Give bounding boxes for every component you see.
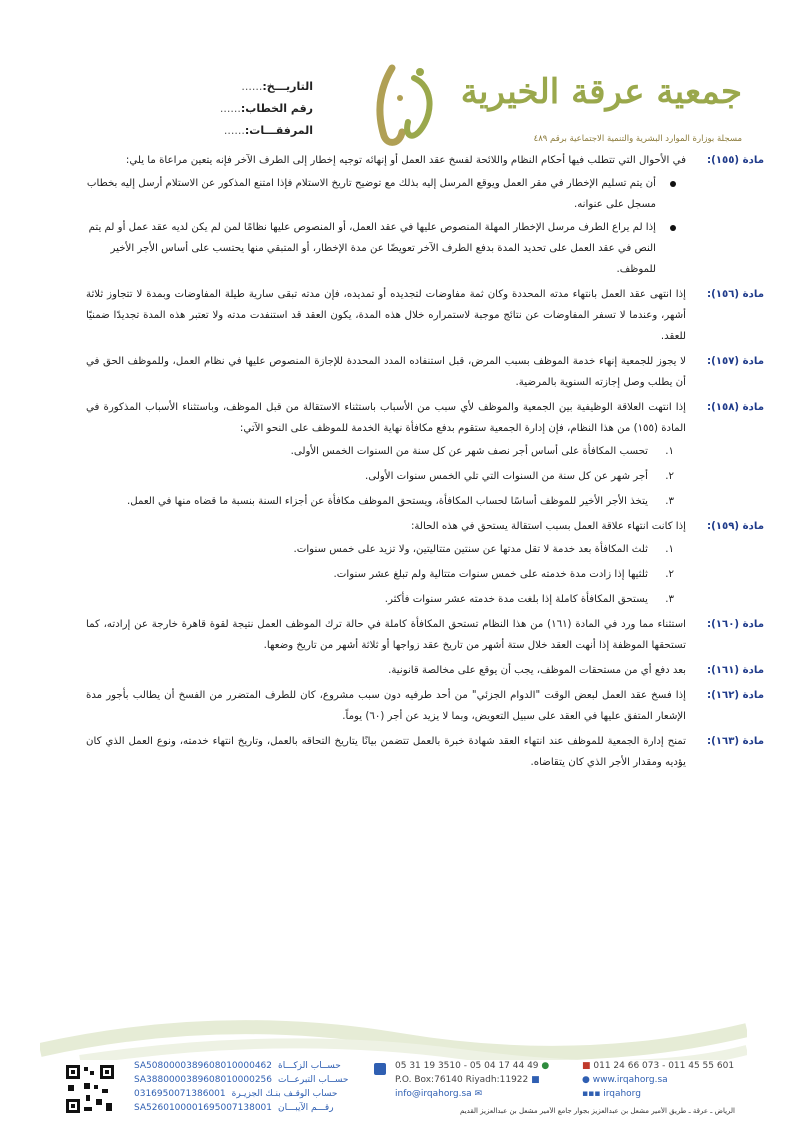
item-number: ٣.: [665, 594, 674, 605]
letter-meta: [203, 76, 313, 142]
reference-field: رقم الخطاب:......: [219, 102, 313, 115]
list-item: أن يتم تسليم الإخطار في مقر العمل ويوقع المرسل إليه بذلك مع توضيح تاريخ الاستلام فإذا امتنع المذكور عن الاستلام أرسل إليه بخطاب مسجل على عنوانه.: [86, 173, 656, 215]
bank-row: [134, 1059, 348, 1073]
article: [86, 516, 764, 610]
bank-account-number: SA5260100001695007138001: [134, 1103, 273, 1113]
article: [86, 731, 764, 773]
list-item: إذا لم يراع الطرف مرسل الإخطار المهلة المنصوص عليها في عقد العمل، أو المنصوص عليها نظامًا لمن لم يكن لديه عقد عمل أو لم يتم النص في عقد العمل على تحديد المدة بدفع الطرف الآخر تعويضًا عن مدة الإخطار، أو المتبقي منها يحتسب على أساس الأجر الأخير للموظف.: [86, 217, 656, 280]
bank-account-name: حساب الوقـف بنـك الجزيـرة: [231, 1089, 338, 1099]
bank-account-number: 0316950071386001: [134, 1089, 226, 1099]
waqf-logo-icon: [374, 1063, 386, 1075]
article: [86, 685, 764, 727]
social-handle[interactable]: irqahorg: [603, 1089, 641, 1099]
list-item: [86, 539, 674, 560]
article-text: إذا انتهى عقد العمل بانتهاء مدته المحددة وكان ثمة مفاوضات لتجديده أو تمديده، فإن مدته تبقى سارية طيلة المفاوضات وبمدة لا تتجاوز ثلاثة أشهر، وعندما لا تسفر المفاوضات عن نتائج موجبة لاستمراره خلال هذه المدة، يكون العقد قد استنفدت مدته ولا تعتبر هذه المدة تجديدًا ضمنيًا للعقد.: [86, 289, 686, 342]
article-text: في الأحوال التي تتطلب فيها أحكام النظام واللائحة لفسخ عقد العمل أو إنهائه توجيه إخطار إلى الطرف الآخر فإنه يتعين مراعاة ما يلي:: [125, 155, 686, 166]
article-label: مادة (١٥٩):: [707, 521, 764, 532]
contact-info: [395, 1059, 549, 1101]
bank-accounts: [134, 1059, 348, 1115]
organization-registration: مسجلة بوزارة الموارد البشرية والتنمية الاجتماعية برقم ٤٨٩: [533, 134, 742, 144]
phone-icon: ■: [582, 1061, 591, 1071]
item-number: ٢.: [665, 471, 674, 482]
social-icons: ▪▪▪: [582, 1089, 601, 1099]
article-label: مادة (١٥٧):: [707, 356, 764, 367]
article-text: إذا كانت انتهاء علاقة العمل بسبب استقالة يستحق في هذه الحالة:: [410, 521, 686, 532]
po-box: P.O. Box:76140 Riyadh:11922: [395, 1075, 529, 1085]
regulation-articles: [86, 150, 764, 777]
item-text: أجر شهر عن كل سنة من السنوات التي تلي الخمس سنوات الأولى.: [365, 471, 648, 482]
bank-account-name: حســاب الزكـــاة: [278, 1061, 341, 1071]
article-label: مادة (١٦١):: [707, 665, 764, 676]
qr-code-icon: [64, 1063, 116, 1115]
item-text: تحسب المكافأة على أساس أجر نصف شهر عن كل سنة من السنوات الخمس الأولى.: [290, 446, 648, 457]
date-field: التاريـــخ:......: [241, 80, 313, 93]
website-link[interactable]: www.irqahorg.sa: [592, 1075, 668, 1085]
item-text: يستحق المكافأة كاملة إذا بلغت مدة خدمته عشر سنوات فأكثر.: [384, 594, 648, 605]
mailbox-icon: ■: [531, 1075, 540, 1085]
article-label: مادة (١٦٢):: [707, 690, 764, 701]
article-text: بعد دفع أي من مستحقات الموظف، يجب أن يوقع على مخالصة قانونية.: [388, 665, 686, 676]
article-label: مادة (١٥٦):: [707, 289, 764, 300]
article-text: إذا انتهت العلاقة الوظيفية بين الجمعية والموظف لأي سبب من الأسباب باستثناء الاستقالة من قبل الموظف، وباستثناء الأسباب المذكورة في المادة (١٥٥) من هذا النظام، فإن إدارة الجمعية ستقوم بدفع مكافأة نهاية الخدمة للموظف على النحو الآتي:: [86, 402, 686, 434]
article-text: لا يجوز للجمعية إنهاء خدمة الموظف بسبب المرض، قبل استنفاده المدد المحددة للإجازة المنصوص عليها في نظام العمل، وللموظف الحق في أن يطلب وصل إجازته السنوية بالمرضية.: [86, 356, 686, 388]
article: [86, 614, 764, 656]
organization-name: جمعية عرقة الخيرية: [460, 72, 742, 112]
article-text: استثناء مما ورد في المادة (١٦١) من هذا النظام تستحق المكافأة كاملة في حالة ترك الموظف العمل نتيجة لقوة قاهرة خارجة عن إرادته، كما تستحقها الموظفة إذا أنهت العقد خلال ستة أشهر من تاريخ عقد زواجها أو ثلاثة أشهر من تاريخ وضعها.: [86, 619, 686, 651]
item-number: ٣.: [665, 496, 674, 507]
article-text: إذا فسخ عقد العمل لبعض الوقت "الدوام الجزئي" من أحد طرفيه دون سبب مشروع، كان للطرف المتضرر من الفسخ أن يطالب بأجور مدة الإشعار المتفق عليها في العقد على سبيل التعويض، وبما لا يزيد عن أجر (٦٠) يوماً.: [86, 690, 686, 722]
article-label: مادة (١٥٥):: [707, 155, 764, 166]
footer-watermark-icon: [40, 1010, 747, 1060]
list-item: [86, 589, 674, 610]
article-label: مادة (١٦٣):: [707, 736, 764, 747]
bullet-list: [86, 173, 686, 280]
letter-footer: [0, 1055, 787, 1135]
item-number: ٢.: [665, 569, 674, 580]
mobile-numbers: 05 31 19 3510 - 05 04 17 44 49: [395, 1061, 539, 1071]
bank-row: [134, 1101, 348, 1115]
article: [86, 397, 764, 512]
numbered-list: [86, 539, 686, 610]
article: [86, 284, 764, 347]
item-text: يتخذ الأجر الأخير للموظف أساسًا لحساب المكافأة، ويستحق الموظف مكافأة عن أجزاء السنة بنسبة ما قضاه منها في العمل.: [127, 496, 648, 507]
article: [86, 150, 764, 280]
bank-account-name: رقـــم الآيبـــان: [278, 1103, 334, 1113]
landline-numbers: 011 24 66 073 - 011 45 55 601: [593, 1061, 735, 1071]
whatsapp-icon: ●: [541, 1061, 550, 1071]
contact-info-2: [582, 1059, 734, 1101]
list-item: [86, 466, 674, 487]
article: [86, 660, 764, 681]
email-link[interactable]: info@irqahorg.sa: [395, 1089, 472, 1099]
bank-row: [134, 1087, 348, 1101]
organization-brand: [460, 64, 742, 154]
address-line: الرياض ـ عرقة ـ طريق الأمير مشعل بن عبدالعزيز بجوار جامع الأمير مشعل بن عبدالعزيز القديم: [460, 1107, 735, 1115]
list-item: [86, 564, 674, 585]
email-icon: ✉: [474, 1089, 483, 1099]
item-text: ثلثيها إذا زادت مدة خدمته على خمس سنوات متتالية ولم تبلغ عشر سنوات.: [333, 569, 648, 580]
numbered-list: [86, 441, 686, 512]
article: [86, 351, 764, 393]
anniversary-logo-icon: [362, 58, 444, 150]
article-label: مادة (١٥٨):: [707, 402, 764, 413]
bank-account-number: SA3880000389608010000256: [134, 1075, 273, 1085]
bank-account-number: SA5080000389608010000462: [134, 1061, 273, 1071]
bank-row: [134, 1073, 348, 1087]
item-text: ثلث المكافأة بعد خدمة لا تقل مدتها عن سنتين متتاليتين، ولا تزيد على خمس سنوات.: [293, 544, 648, 555]
item-number: ١.: [665, 544, 674, 555]
attachments-field: المرفقـــات:......: [223, 124, 313, 137]
article-text: تمنح إدارة الجمعية للموظف عند انتهاء العقد شهادة خبرة بالعمل تتضمن بيانًا يتاريخ التحاقه بالعمل، وتاريخ انتهاء خدمته، ونوع العمل الذي كان يؤديه ومقدار الأجر الذي كان يتقاضاه.: [86, 736, 686, 768]
item-number: ١.: [665, 446, 674, 457]
bank-account-name: حســاب التبرعــات: [278, 1075, 349, 1085]
article-label: مادة (١٦٠):: [707, 619, 764, 630]
list-item: [86, 441, 674, 462]
globe-icon: ●: [582, 1075, 590, 1085]
list-item: [86, 491, 674, 512]
